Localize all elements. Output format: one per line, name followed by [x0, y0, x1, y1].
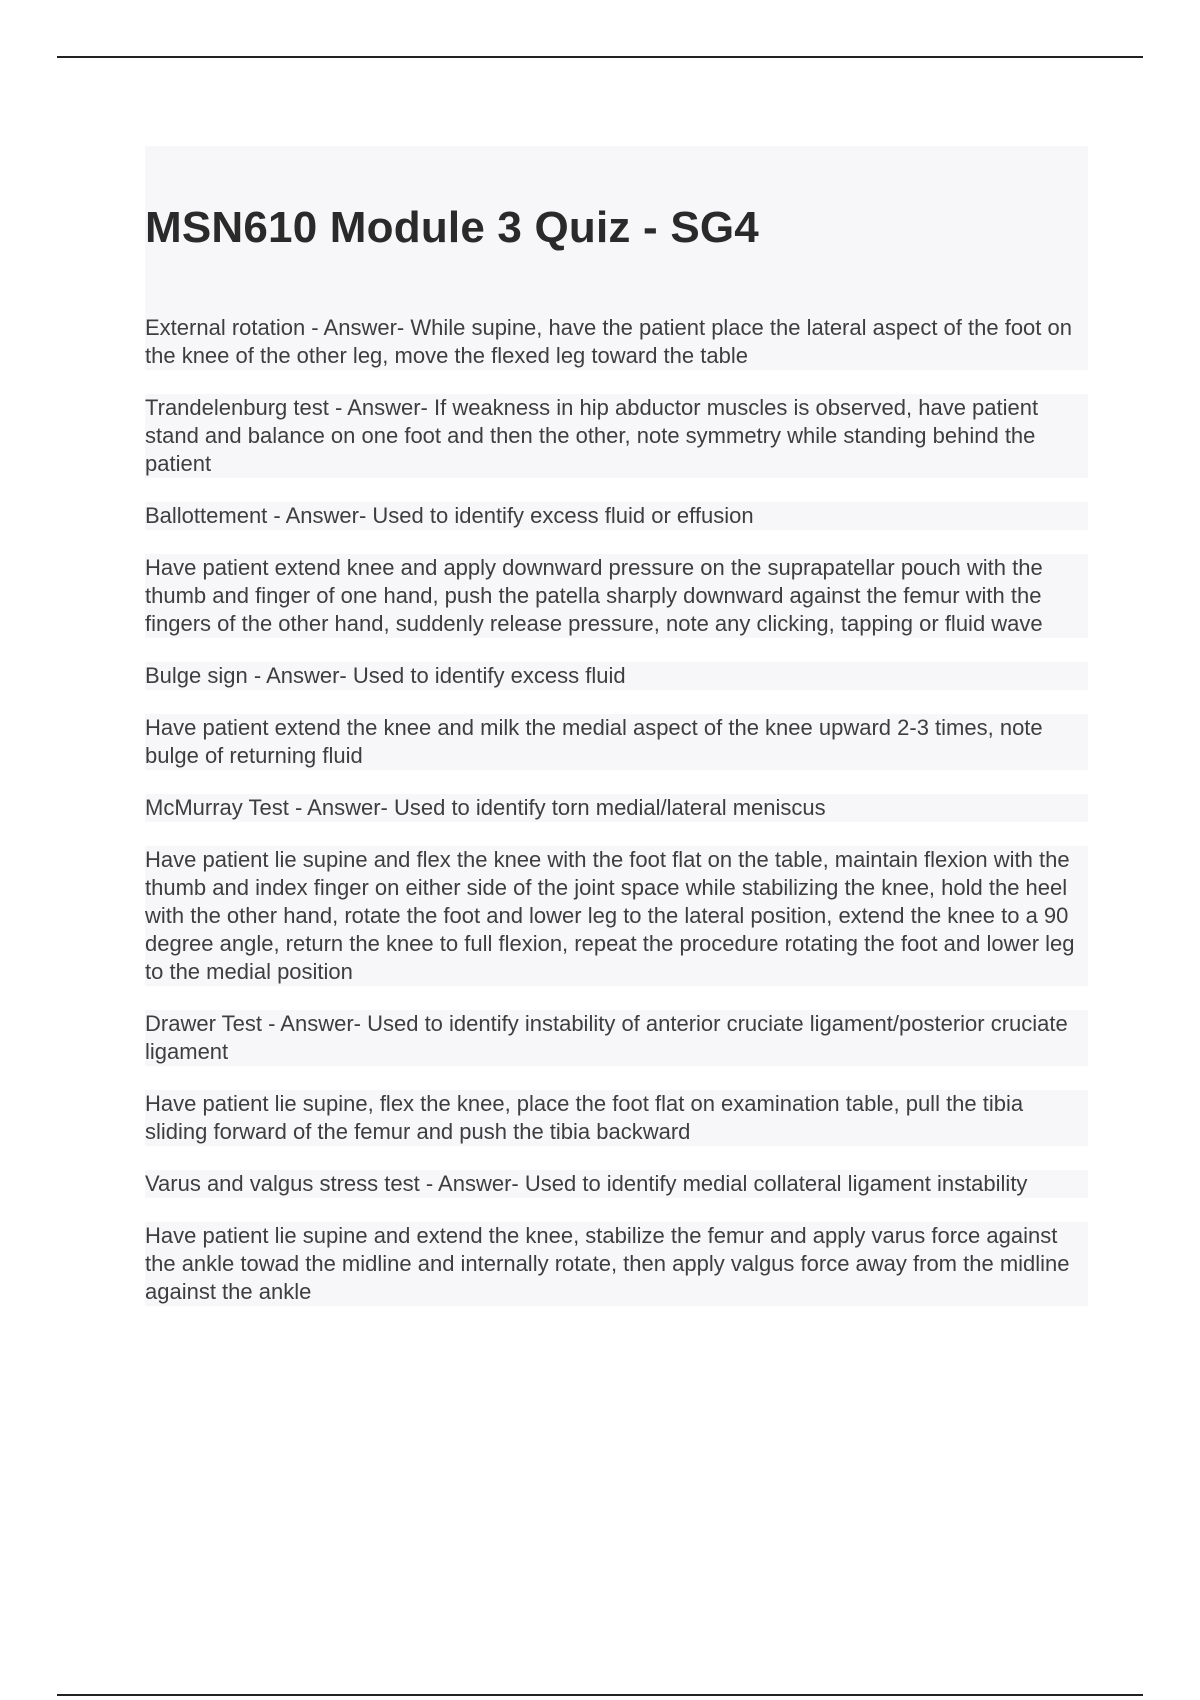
- entry-drawer-procedure: Have patient lie supine, flex the knee, place the foot flat on examination table, pull the tibia sliding forward of the femur and push the tibia backward: [145, 1090, 1088, 1146]
- entry-bulge-sign-procedure: Have patient extend the knee and milk the medial aspect of the knee upward 2-3 times, note bulge of returning fluid: [145, 714, 1088, 770]
- document-title: MSN610 Module 3 Quiz - SG4: [145, 203, 759, 252]
- entry-external-rotation: External rotation - Answer- While supine, have the patient place the lateral aspect of the foot on the knee of the other leg, move the flexed leg toward the table: [145, 314, 1088, 370]
- footer-rule: [57, 1694, 1143, 1696]
- entry-list: [145, 314, 1088, 1330]
- entry-bulge-sign: Bulge sign - Answer- Used to identify excess fluid: [145, 662, 1088, 690]
- entry-mcmurray-test: McMurray Test - Answer- Used to identify torn medial/lateral meniscus: [145, 794, 1088, 822]
- entry-varus-valgus-procedure: Have patient lie supine and extend the knee, stabilize the femur and apply varus force against the ankle towad the midline and internally rotate, then apply valgus force away from the midline against the ankle: [145, 1222, 1088, 1306]
- entry-ballottement-procedure: Have patient extend knee and apply downward pressure on the suprapatellar pouch with the thumb and finger of one hand, push the patella sharply downward against the femur with the fingers of the other hand, suddenly release pressure, note any clicking, tapping or fluid wave: [145, 554, 1088, 638]
- document-body: [145, 146, 1088, 1330]
- title-block: [145, 146, 1088, 314]
- entry-mcmurray-procedure: Have patient lie supine and flex the knee with the foot flat on the table, maintain flexion with the thumb and index finger on either side of the joint space while stabilizing the knee, hold the heel with the other hand, rotate the foot and lower leg to the lateral position, extend the knee to a 90 degree angle, return the knee to full flexion, repeat the procedure rotating the foot and lower leg to the medial position: [145, 846, 1088, 986]
- entry-drawer-test: Drawer Test - Answer- Used to identify instability of anterior cruciate ligament/posterior cruciate ligament: [145, 1010, 1088, 1066]
- entry-ballottement: Ballottement - Answer- Used to identify excess fluid or effusion: [145, 502, 1088, 530]
- entry-varus-valgus-test: Varus and valgus stress test - Answer- Used to identify medial collateral ligament instability: [145, 1170, 1088, 1198]
- entry-trandelenburg-test: Trandelenburg test - Answer- If weakness in hip abductor muscles is observed, have patient stand and balance on one foot and then the other, note symmetry while standing behind the patient: [145, 394, 1088, 478]
- header-rule: [57, 56, 1143, 58]
